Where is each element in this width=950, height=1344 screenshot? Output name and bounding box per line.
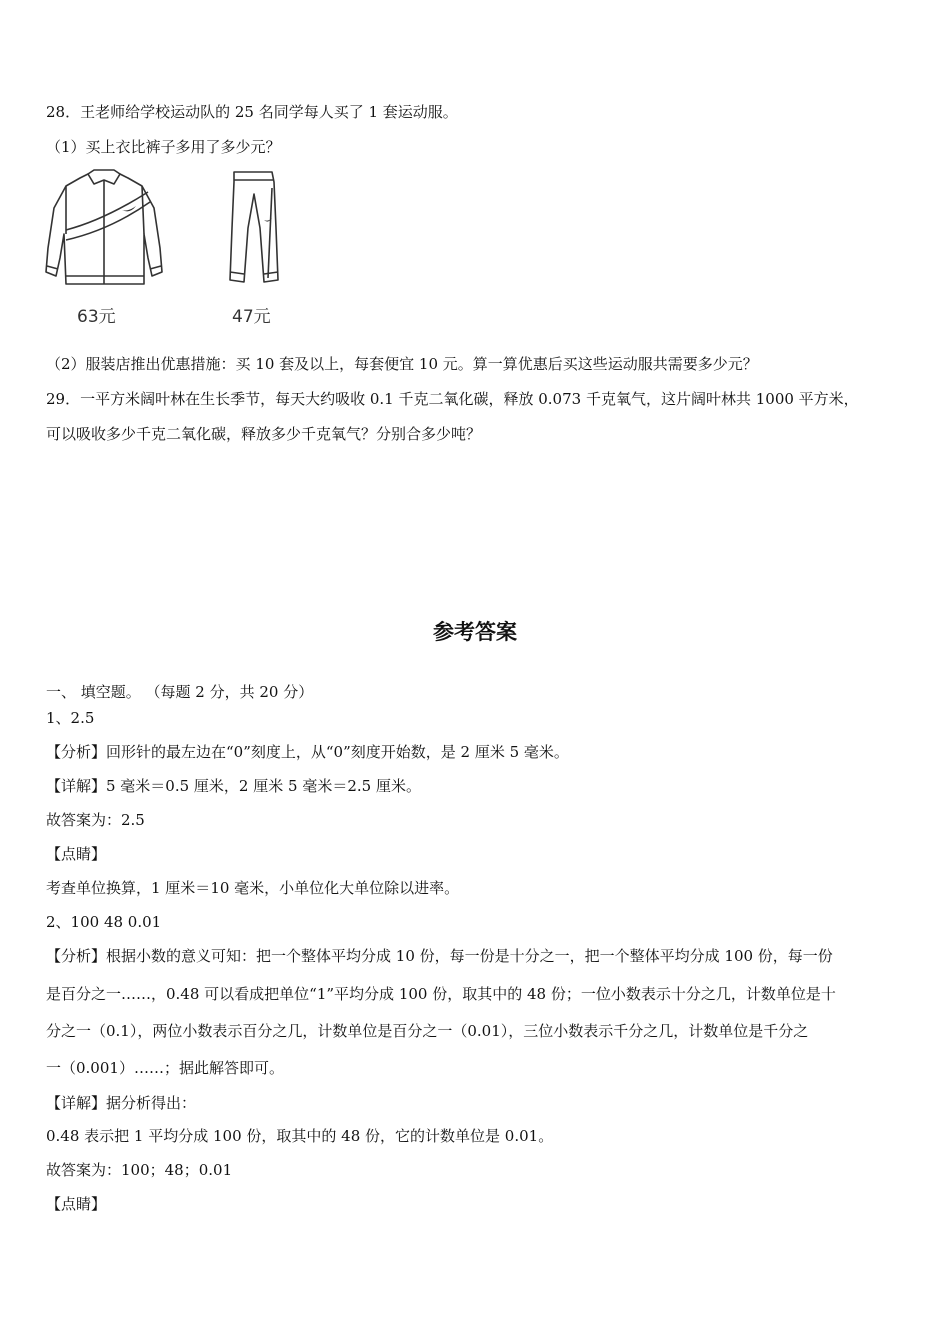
answer-2-detail-label: 【详解】据分析得出： — [46, 1094, 197, 1112]
answer-2-result: 故答案为：100；48；0.01 — [46, 1161, 233, 1179]
answer-1-head: 1、2.5 — [46, 709, 95, 727]
pants-price: 47元 — [232, 307, 271, 327]
answer-1-analysis: 【分析】回形针的最左边在“0”刻度上，从“0”刻度开始数，是 2 厘米 5 毫米。 — [46, 743, 569, 761]
answer-1-comment-label: 【点睛】 — [46, 845, 107, 863]
q28-part2: （2）服装店推出优惠措施：买 10 套及以上，每套便宜 10 元。算一算优惠后买这些运动服共需要多少元？ — [46, 355, 758, 373]
jacket-icon — [44, 168, 166, 292]
answer-2-analysis-1: 【分析】根据小数的意义可知：把一个整体平均分成 10 份，每一份是十分之一，把一个整体平均分成 100 份，每一份 — [46, 947, 833, 965]
answer-1-comment: 考查单位换算，1 厘米＝10 毫米，小单位化大单位除以进率。 — [46, 879, 460, 897]
q29-line2: 可以吸收多少千克二氧化碳，释放多少千克氧气？分别合多少吨？ — [46, 425, 482, 443]
q29-line1: 29．一平方米阔叶林在生长季节，每天大约吸收 0.1 千克二氧化碳，释放 0.073 千克氧气，这片阔叶林共 1000 平方米， — [46, 390, 859, 408]
q28-part1: （1）买上衣比裤子多用了多少元？ — [46, 138, 281, 156]
answer-1-result: 故答案为：2.5 — [46, 811, 145, 829]
section-heading: 一、 填空题。 （每题 2 分，共 20 分） — [46, 683, 314, 701]
answers-title: 参考答案 — [433, 619, 517, 644]
q28-stem: 28．王老师给学校运动队的 25 名同学每人买了 1 套运动服。 — [46, 103, 458, 121]
answer-2-comment-label: 【点睛】 — [46, 1195, 107, 1213]
answer-2-head: 2、100 48 0.01 — [46, 913, 162, 931]
jacket-price: 63元 — [77, 307, 116, 327]
answer-1-detail: 【详解】5 毫米＝0.5 厘米，2 厘米 5 毫米＝2.5 厘米。 — [46, 777, 421, 795]
answer-2-detail: 0.48 表示把 1 平均分成 100 份，取其中的 48 份，它的计数单位是 0.01。 — [46, 1127, 554, 1145]
answer-2-analysis-3: 分之一（0.1），两位小数表示百分之几，计数单位是百分之一（0.01），三位小数表示千分之几，计数单位是千分之 — [46, 1022, 809, 1040]
pants-icon — [226, 168, 282, 290]
answer-2-analysis-4: 一（0.001）……；据此解答即可。 — [46, 1059, 284, 1077]
answer-2-analysis-2: 是百分之一……，0.48 可以看成把单位“1”平均分成 100 份，取其中的 48 份；一位小数表示十分之几，计数单位是十 — [46, 985, 836, 1003]
